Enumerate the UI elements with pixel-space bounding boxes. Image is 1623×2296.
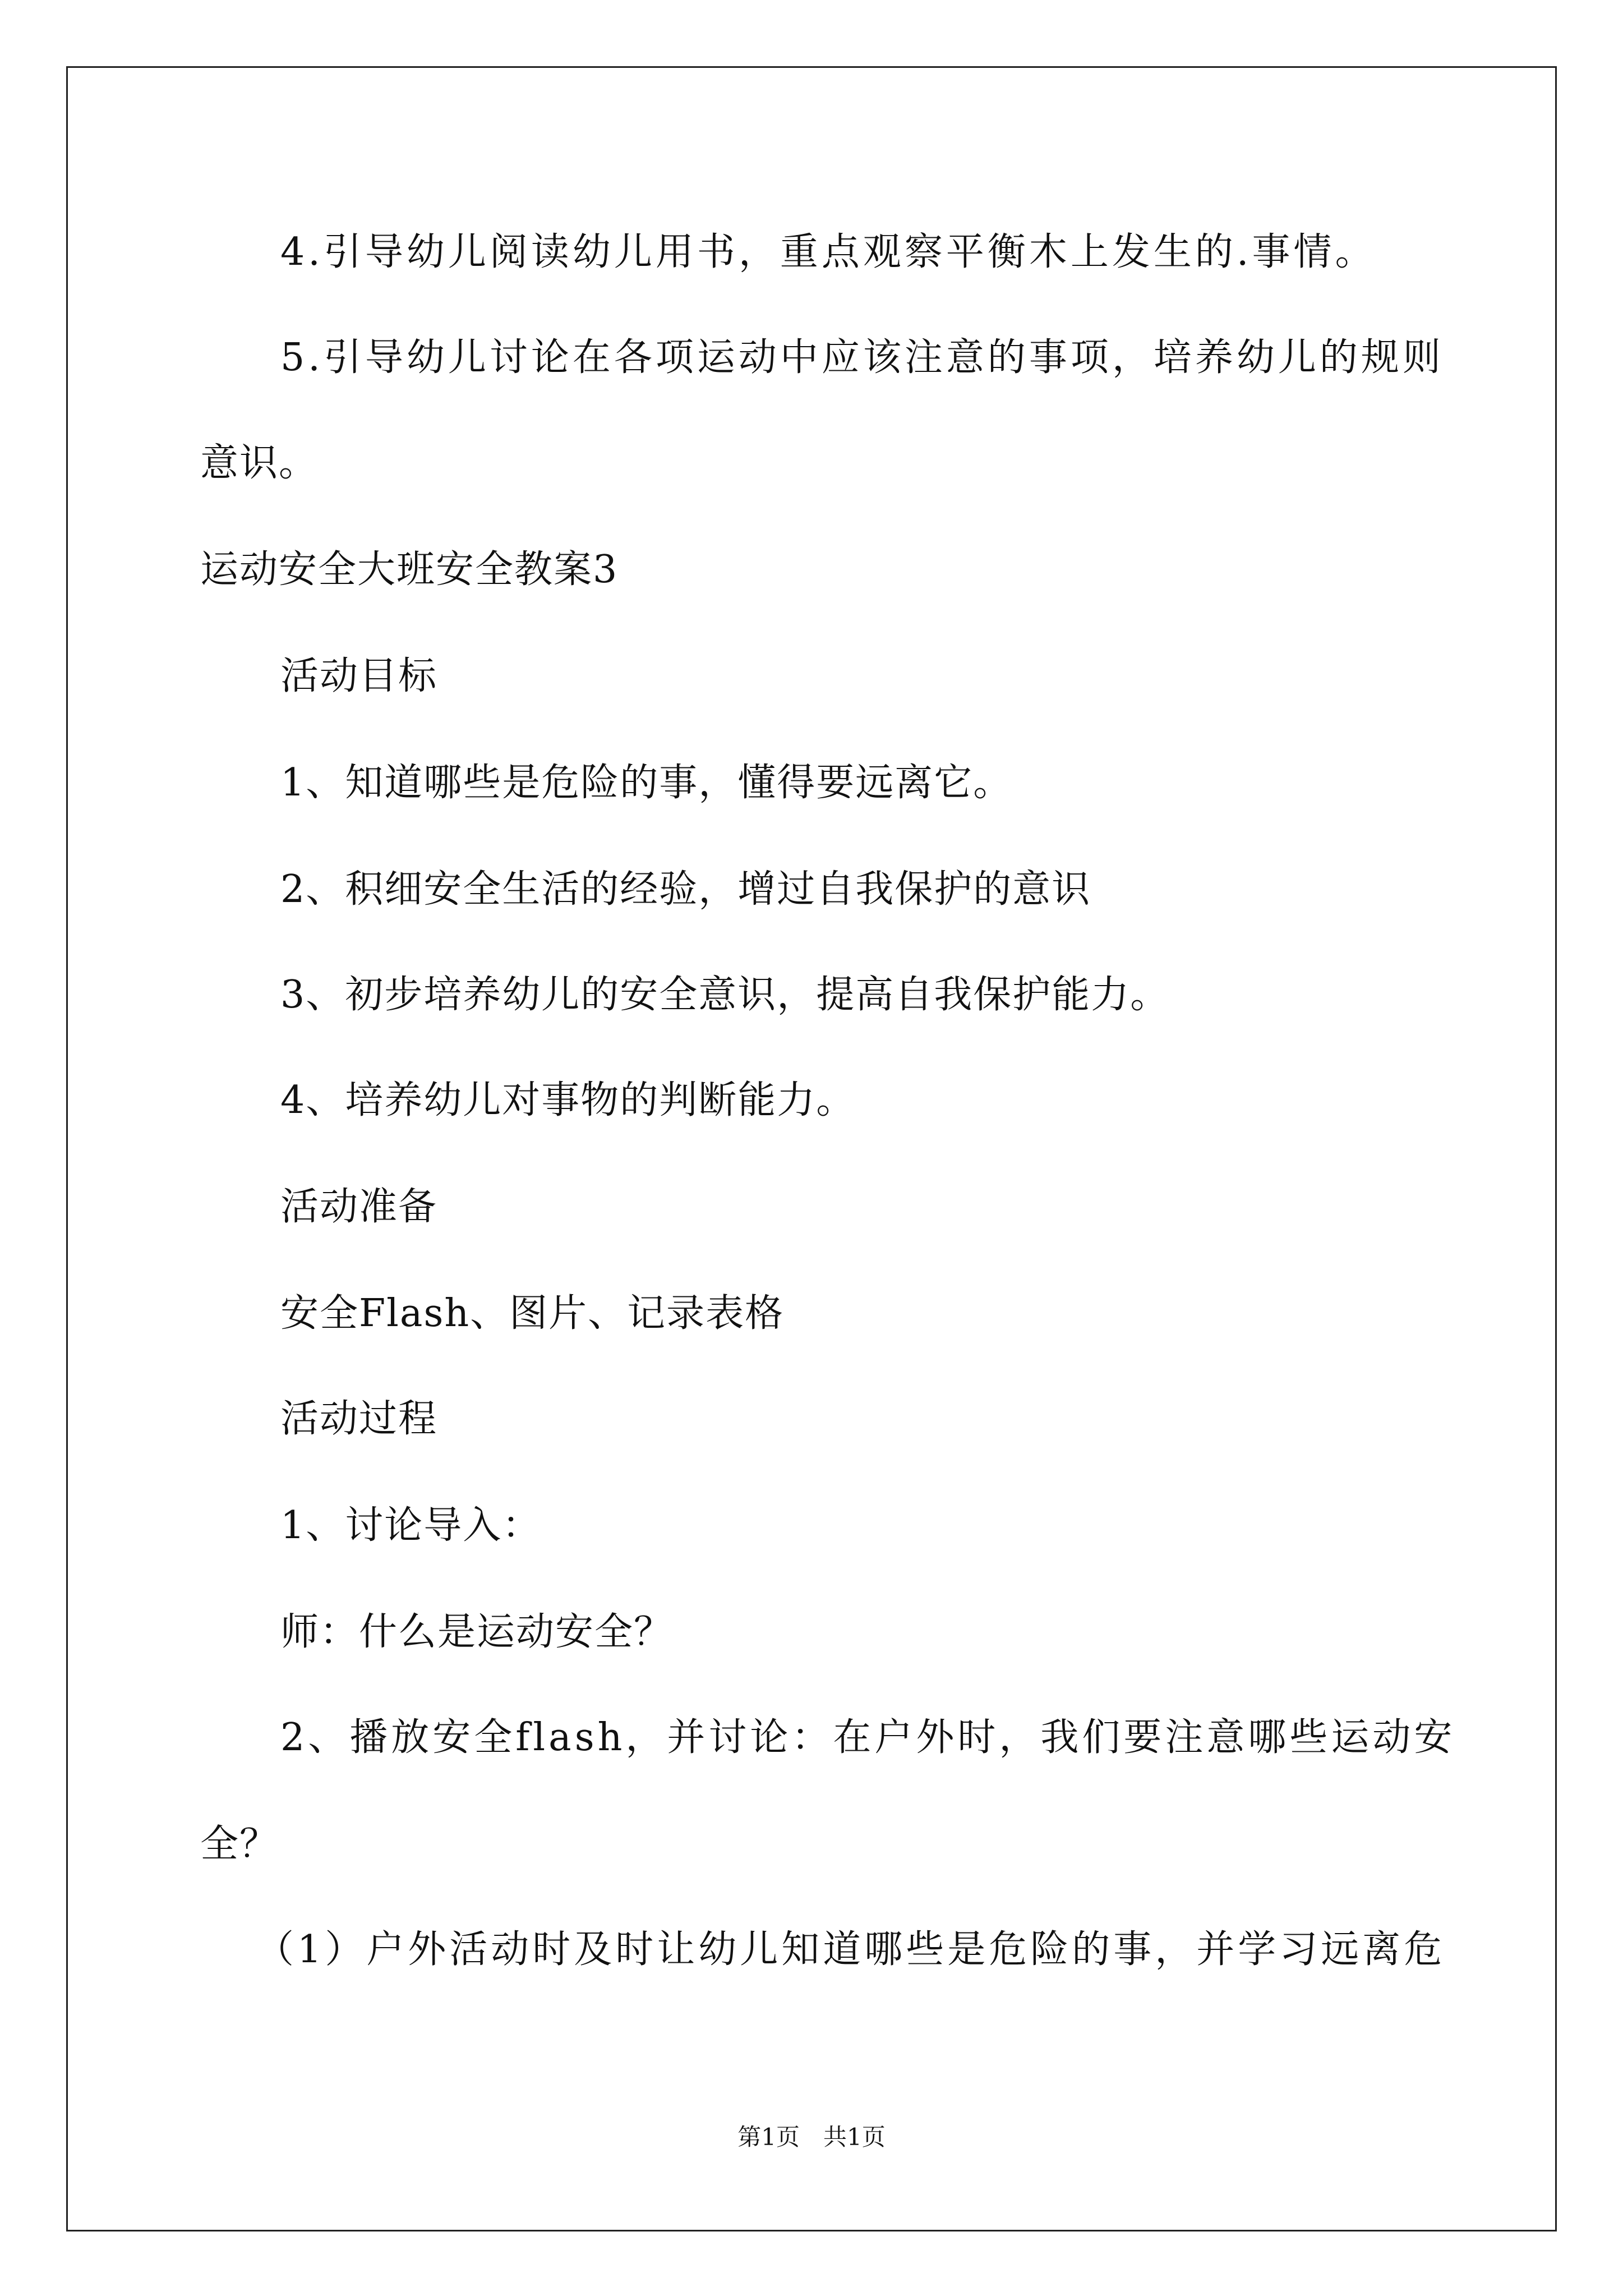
paragraph-line: 全？ <box>200 1822 279 1866</box>
paragraph-line: 2、积细安全生活的经验，增过自我保护的意识 <box>280 867 1091 912</box>
page-border <box>66 66 1557 2231</box>
paragraph-line: 4.引导幼儿阅读幼儿用书，重点观察平衡木上发生的.事情。 <box>280 230 1377 274</box>
paragraph-line: 5.引导幼儿讨论在各项运动中应该注意的事项，培养幼儿的规则 <box>280 335 1444 380</box>
subheading: 活动目标 <box>280 654 438 698</box>
page-footer <box>0 2123 1623 2151</box>
section-title: 运动安全大班安全教案3 <box>200 547 619 592</box>
page-number: 第1页 <box>737 2123 800 2151</box>
paragraph-line: 1、讨论导入： <box>280 1503 542 1548</box>
page-total: 共1页 <box>823 2123 886 2151</box>
paragraph-line: 安全Flash、图片、记录表格 <box>280 1291 785 1336</box>
paragraph-line: 3、初步培养幼儿的安全意识，提高自我保护能力。 <box>280 973 1170 1017</box>
paragraph-line: 1、知道哪些是危险的事，懂得要远离它。 <box>280 761 1013 805</box>
paragraph-line: 师：什么是运动安全？ <box>280 1610 674 1654</box>
paragraph-line: （1）户外活动时及时让幼儿知道哪些是危险的事，并学习远离危 <box>256 1927 1446 1972</box>
paragraph-line: 2、播放安全flash，并讨论：在户外时，我们要注意哪些运动安 <box>280 1715 1456 1760</box>
paragraph-line: 意识。 <box>200 441 319 485</box>
subheading: 活动过程 <box>280 1397 438 1441</box>
paragraph-line: 4、培养幼儿对事物的判断能力。 <box>280 1078 856 1122</box>
subheading: 活动准备 <box>280 1185 438 1229</box>
